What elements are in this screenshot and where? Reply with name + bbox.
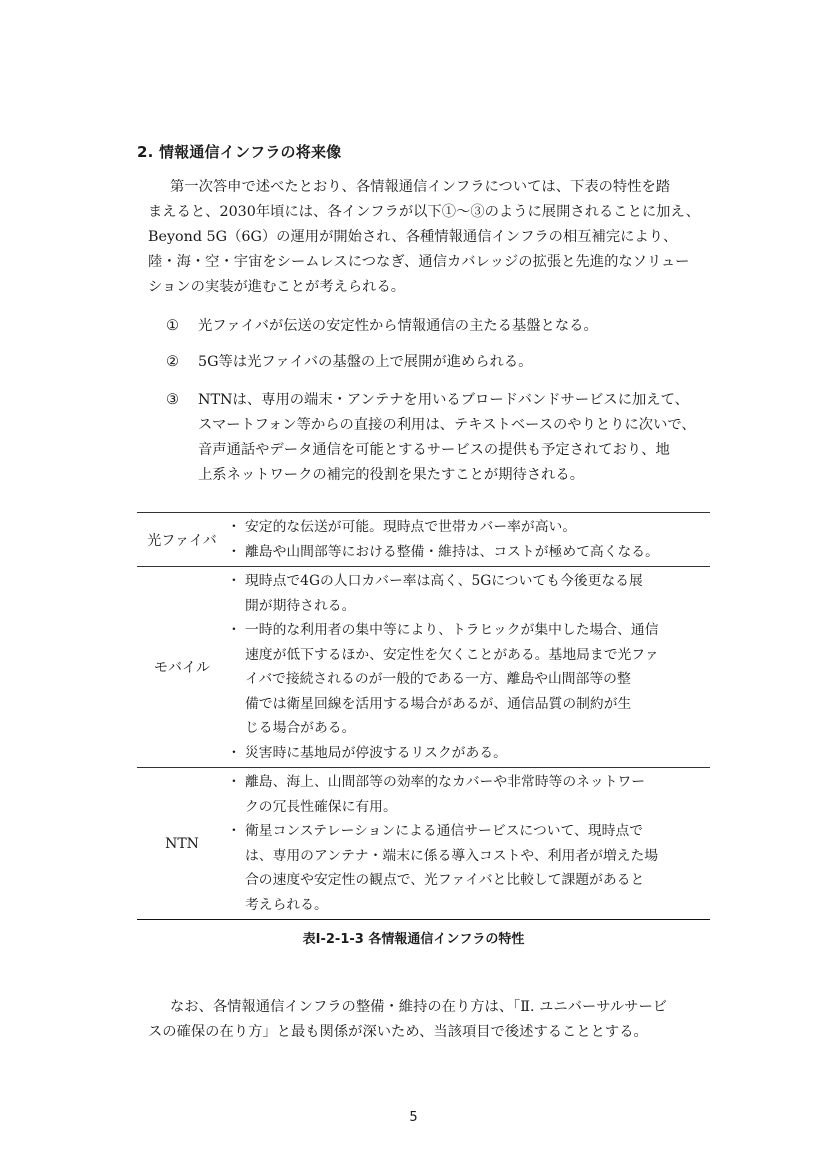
item-text	[198, 388, 696, 488]
infrastructure-characteristics-table	[137, 512, 710, 920]
bullet-item	[227, 515, 710, 540]
description-cell	[227, 768, 710, 920]
bullet-line: 衛星コンステレーションによる通信サービスについて、現時点で	[245, 823, 644, 839]
intro-paragraph	[148, 175, 718, 300]
bullet-mark: ・	[227, 774, 241, 790]
description-cell	[227, 513, 710, 567]
bullet-line: 開が期待される。	[245, 597, 356, 614]
item-text	[198, 350, 532, 375]
paragraph-line: なお、各情報通信インフラの整備・維持の在り方は、「Ⅱ. ユニバーサルサービ	[170, 999, 668, 1015]
bullet-line: 現時点で4Gの人口カバー率は高く、5Gについても今後更なる展	[245, 573, 643, 589]
bullet-item	[227, 618, 710, 741]
page-number: 5	[409, 1110, 418, 1125]
bullet-line: は、専用のアンテナ・端末に係る導入コストや、利用者が増えた場	[245, 847, 659, 864]
item-line: 上系ネットワークの補完的役割を果たすことが期待される。	[198, 467, 585, 483]
table-row	[137, 768, 710, 920]
bullet-line: 離島や山間部等における整備・維持は、コストが極めて高くなる。	[245, 543, 659, 560]
description-cell	[227, 567, 710, 768]
bullet-line: じる場合がある。	[245, 720, 356, 736]
bullet-mark: ・	[227, 823, 241, 839]
bullet-mark: ・	[227, 573, 241, 589]
bullet-line: 一時的な利用者の集中等により、トラヒックが集中した場合、通信	[245, 622, 659, 638]
paragraph-line: Beyond 5G（6G）の運用が開始され、各種情報通信インフラの相互補完により、	[148, 229, 678, 245]
bullet-line: 安定的な伝送が可能。現時点で世帯カバー率が高い。	[245, 519, 577, 535]
bullet-line: 備では衛星回線を活用する場合があるが、通信品質の制約が生	[245, 695, 632, 712]
bullet-item	[227, 569, 710, 618]
table-row	[137, 567, 710, 768]
bullet-line: 考えられる。	[245, 896, 328, 913]
item-line: 音声通話やデータ通信を可能とするサービスの提供も予定されており、地	[198, 442, 670, 458]
paragraph-line: 陸・海・空・宇宙をシームレスにつなぎ、通信カバレッジの拡張と先進的なソリュー	[148, 254, 690, 270]
bullet-mark: ・	[227, 543, 241, 560]
item-line: スマートフォン等からの直接の利用は、テキストベースのやりとりに次いで、	[198, 417, 696, 433]
bullet-line: 合の速度や安定性の観点で、光ファイバと比較して課題があると	[245, 872, 645, 888]
category-cell: NTN	[165, 835, 199, 852]
bullet-item	[227, 819, 710, 917]
category-cell: 光ファイバ	[147, 532, 217, 549]
bullet-mark: ・	[227, 622, 241, 638]
bullet-item	[227, 741, 710, 766]
bullet-line: 災害時に基地局が停波するリスクがある。	[245, 744, 507, 761]
paragraph-line: スの確保の在り方」と最も関係が深いため、当該項目で後述することとする。	[148, 1024, 648, 1040]
table-row	[137, 513, 710, 567]
item-line: 5G等は光ファイバの基盤の上で展開が進められる。	[198, 354, 533, 370]
item-line: 光ファイバが伝送の安定性から情報通信の主たる基盤となる。	[198, 318, 598, 334]
bullet-item	[227, 540, 710, 565]
closing-paragraph	[148, 995, 718, 1045]
section-heading: 2. 情報通信インフラの将来像	[137, 143, 342, 161]
bullet-line: イバで接続されるのが一般的である一方、離島や山間部等の整	[245, 671, 631, 687]
item-number: ③	[166, 392, 179, 408]
category-cell: モバイル	[154, 660, 210, 676]
paragraph-line: ションの実装が進むことが考えられる。	[148, 279, 406, 295]
item-text	[198, 314, 598, 339]
bullet-mark: ・	[227, 519, 241, 535]
item-number: ②	[166, 354, 179, 370]
bullet-line: 速度が低下するほか、安定性を欠くことがある。基地局まで光ファ	[245, 646, 659, 663]
paragraph-line: 第一次答申で述べたとおり、各情報通信インフラについては、下表の特性を踏	[170, 179, 671, 195]
bullet-line: 離島、海上、山間部等の効率的なカバーや非常時等のネットワー	[245, 774, 646, 790]
bullet-line: クの冗長性確保に有用。	[245, 798, 397, 815]
paragraph-line: まえると、2030年頃には、各インフラが以下①～③のように展開されることに加え、	[148, 204, 700, 220]
item-number: ①	[166, 318, 179, 334]
table-caption: 表Ⅰ-2-1-3 各情報通信インフラの特性	[302, 932, 525, 947]
bullet-item	[227, 770, 710, 819]
item-line: NTNは、専用の端末・アンテナを用いるブロードバンドサービスに加えて、	[198, 392, 689, 408]
bullet-mark: ・	[227, 744, 241, 761]
